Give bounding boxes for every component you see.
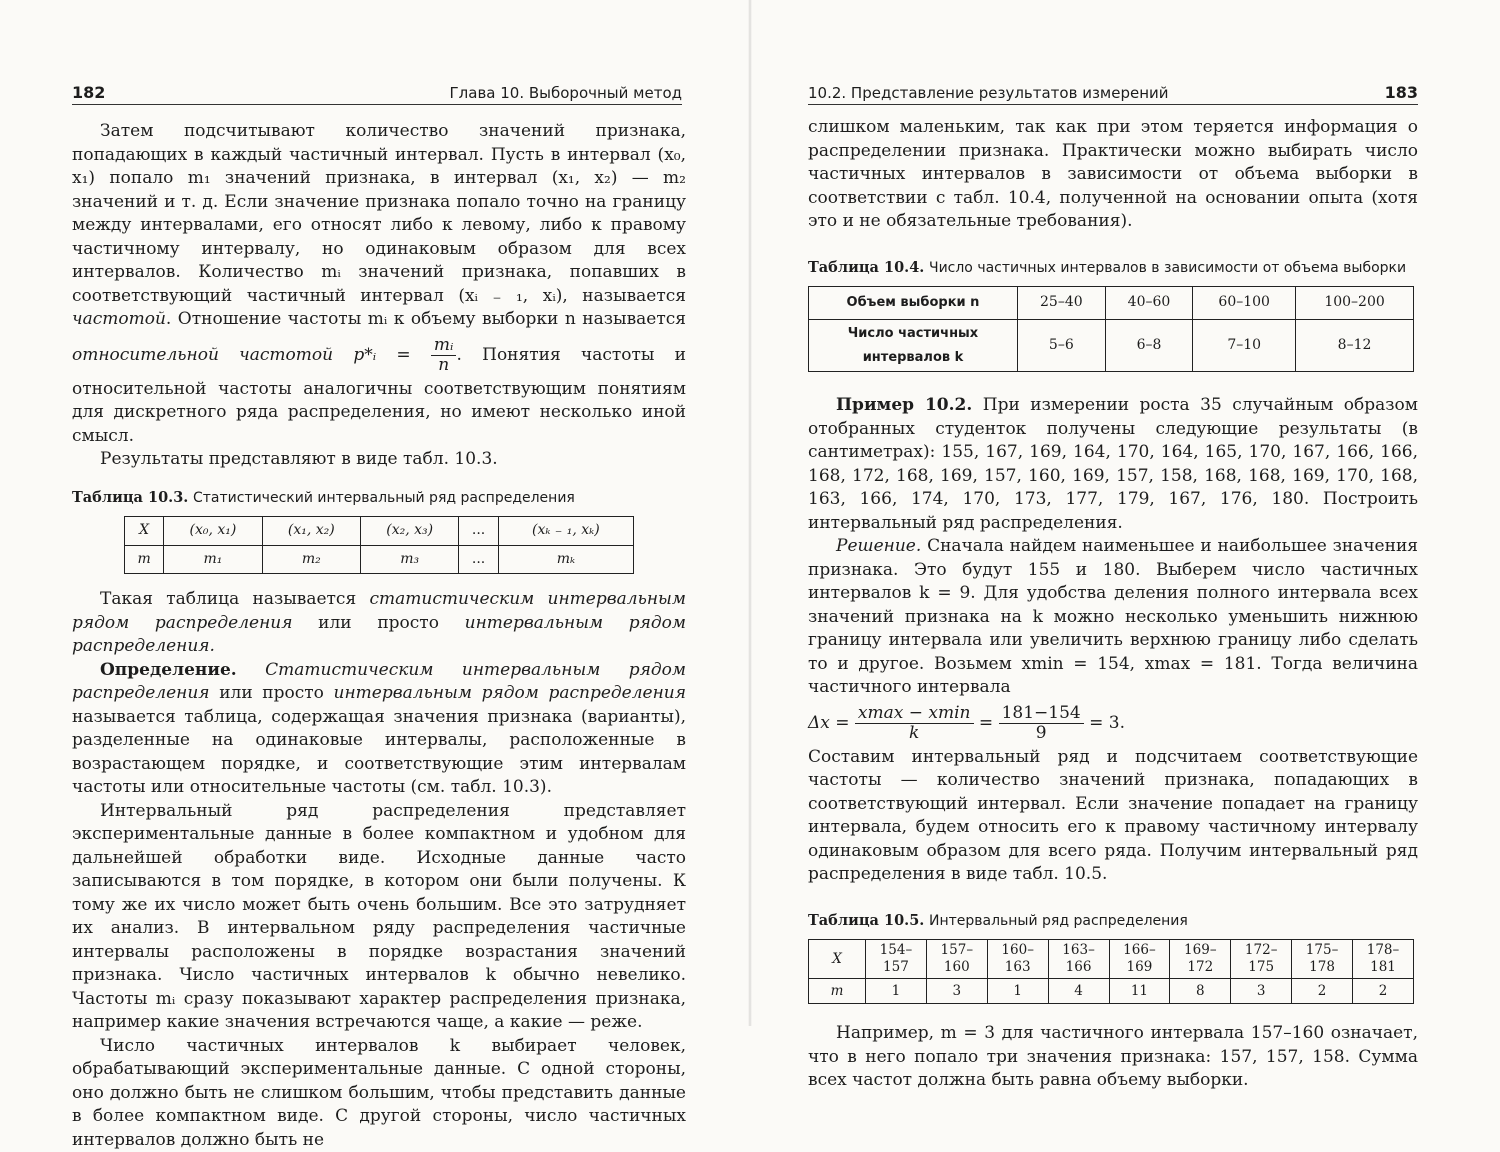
- interval-cell: 178– 181: [1353, 940, 1414, 979]
- right-page-header: [808, 76, 1418, 105]
- table-caption: Таблица 10.5. Интервальный ряд распределения: [808, 909, 1418, 934]
- paragraph: Интервальный ряд распределения представляет экспериментальные данные в более компактном и удобном для дальнейшей обработки виде. Исходные данные часто записываются в том порядке, в котором они были получены. К тому же их число может быть очень большим. Все это затрудняет их анализ. В интервальном ряду распределения частичные интервалы расположены в порядке возрастания значений признака. Число частичных интервалов k обычно невелико. Частоты mᵢ сразу показывают характер распределения признака, например какие значения встречаются чаще, а какие — реже.: [72, 800, 686, 1035]
- count-cell: 3: [926, 979, 987, 1004]
- right-page-body: [808, 116, 1418, 1093]
- count-cell: 1: [866, 979, 927, 1004]
- count-cell: 2: [1292, 979, 1353, 1004]
- count-cell: 8: [1170, 979, 1231, 1004]
- paragraph: Например, m = 3 для частичного интервала 157–160 означает, что в него попало три значения признака: 157, 157, 158. Сумма всех частот должна быть равна объему выборки.: [808, 1022, 1418, 1093]
- left-page-body: [72, 120, 686, 1152]
- example: Пример 10.2. При измерении роста 35 случайным образом отобранных студенток получены следующие результаты (в сантиметрах): 155, 167, 169, 164, 170, 164, 165, 170, 167, 166, 166, 168, 172, 168, 169, 157, 160, 169, 157, 158, 168, 168, 169, 170, 168, 163, 166, 174, 170, 173, 177, 179, 167, 176, 180. Построить интервальный ряд распределения.: [808, 394, 1418, 535]
- left-page-header: [72, 76, 682, 105]
- paragraph: Такая таблица называется статистическим интервальным рядом распределения или просто интервальным рядом распределения.: [72, 588, 686, 659]
- table-caption: Таблица 10.3. Статистический интервальный ряд распределения: [72, 486, 686, 511]
- paragraph: Число частичных интервалов k выбирает человек, обрабатывающий экспериментальные данные. С одной стороны, оно должно быть не слишком большим, чтобы представить данные в более компактном виде. С другой стороны, число частичных интервалов должно быть не: [72, 1035, 686, 1152]
- table-row: Объем выборки n 25–40 40–60 60–100 100–200: [809, 287, 1414, 320]
- left-running-head: Глава 10. Выборочный метод: [450, 84, 682, 102]
- table-10-4: [808, 286, 1414, 372]
- definition: Определение. Статистическим интервальным рядом распределения или просто интервальным рядом распределения называется таблица, содержащая значения признака (варианты), разделенные на одинаковые интервалы, расположенные в возрастающем порядке, и соответствующие этим интервалам частоты или относительные частоты (см. табл. 10.3).: [72, 659, 686, 800]
- table-caption: Таблица 10.4. Число частичных интервалов в зависимости от объема выборки: [808, 256, 1418, 281]
- right-page-number: 183: [1385, 83, 1418, 102]
- table-10-5: [808, 939, 1414, 1004]
- table-10-3: [124, 516, 634, 574]
- paragraph: Затем подсчитывают количество значений признака, попадающих в каждый частичный интервал. Пусть в интервал (x₀, x₁) попало m₁ значений признака, в интервал (x₁, x₂) — m₂ значений и т. д. Если значение признака попало точно на границу между интервалами, его относят либо к левому, либо к правому частичному интервалу, но одинаковым образом для всех интервалов. Количество mᵢ значений признака, попавших в соответствующий частичный интервал (xᵢ ₋ ₁, xᵢ), называется частотой. Отношение частоты mᵢ к объему выборки n называется относительной частотой p*ᵢ = $\frac{\text{mᵢ}}{n}$ . Понятия частоты и относительной частоты аналогичны соответствующим понятиям для дискретного ряда распределения, но имеют несколько иной смысл.: [72, 120, 686, 448]
- interval-cell: 160– 163: [987, 940, 1048, 979]
- relative-frequency-formula: p*ᵢ = $\frac{\text{mᵢ}}{n}$: [353, 345, 456, 365]
- interval-cell: 154– 157: [866, 940, 927, 979]
- table-row: X 154– 157 157– 160 160– 163 163– 166 166– 169 169– 172 172– 175 175– 178 178– 181: [809, 940, 1414, 979]
- interval-cell: 163– 166: [1048, 940, 1109, 979]
- table-row: m 1 3 1 4 11 8 3 2 2: [809, 979, 1414, 1004]
- interval-cell: 166– 169: [1109, 940, 1170, 979]
- count-cell: 11: [1109, 979, 1170, 1004]
- interval-width-formula: Δx = $\frac{xmax - xmin}{k}$ = $\frac{181-154}{9}$ = 3.: [808, 700, 1418, 746]
- book-gutter: [748, 0, 752, 1026]
- left-page-number: 182: [72, 83, 105, 102]
- count-cell: 2: [1353, 979, 1414, 1004]
- table-row: X (x₀, x₁) (x₁, x₂) (x₂, x₃) ... (xₖ ₋ ₁, xₖ): [125, 517, 634, 546]
- table-row: m m₁ m₂ m₃ ... mₖ: [125, 545, 634, 574]
- interval-cell: 172– 175: [1231, 940, 1292, 979]
- paragraph: Результаты представляют в виде табл. 10.3.: [72, 448, 686, 472]
- table-row: Число частичных интервалов k 5–6 6–8 7–10 8–12: [809, 320, 1414, 372]
- count-cell: 3: [1231, 979, 1292, 1004]
- interval-cell: 175– 178: [1292, 940, 1353, 979]
- solution: Решение. Сначала найдем наименьшее и наибольшее значения признака. Это будут 155 и 180. Выберем число частичных интервалов k = 9. Для удобства деления полного интервала всех значений признака на k можно несколько уменьшить нижнюю границу интервала или увеличить верхнюю границу либо сделать то и другое. Возьмем xmin = 154, xmax = 181. Тогда величина частичного интервала: [808, 535, 1418, 700]
- paragraph: слишком маленьким, так как при этом теряется информация о распределении признака. Практически можно выбирать число частичных интервалов в зависимости от объема выборки в соответствии с табл. 10.4, полученной на основании опыта (хотя это и не обязательные требования).: [808, 116, 1418, 234]
- interval-cell: 157– 160: [926, 940, 987, 979]
- count-cell: 4: [1048, 979, 1109, 1004]
- interval-cell: 169– 172: [1170, 940, 1231, 979]
- count-cell: 1: [987, 979, 1048, 1004]
- right-running-head: 10.2. Представление результатов измерений: [808, 84, 1169, 102]
- paragraph: Составим интервальный ряд и подсчитаем соответствующие частоты — количество значений признака, попадающих в соответствующий интервал. Если значение попадает на границу интервала, будем относить его к правому частичному интервалу одинаковым образом для всего ряда. Получим интервальный ряд распределения в виде табл. 10.5.: [808, 746, 1418, 887]
